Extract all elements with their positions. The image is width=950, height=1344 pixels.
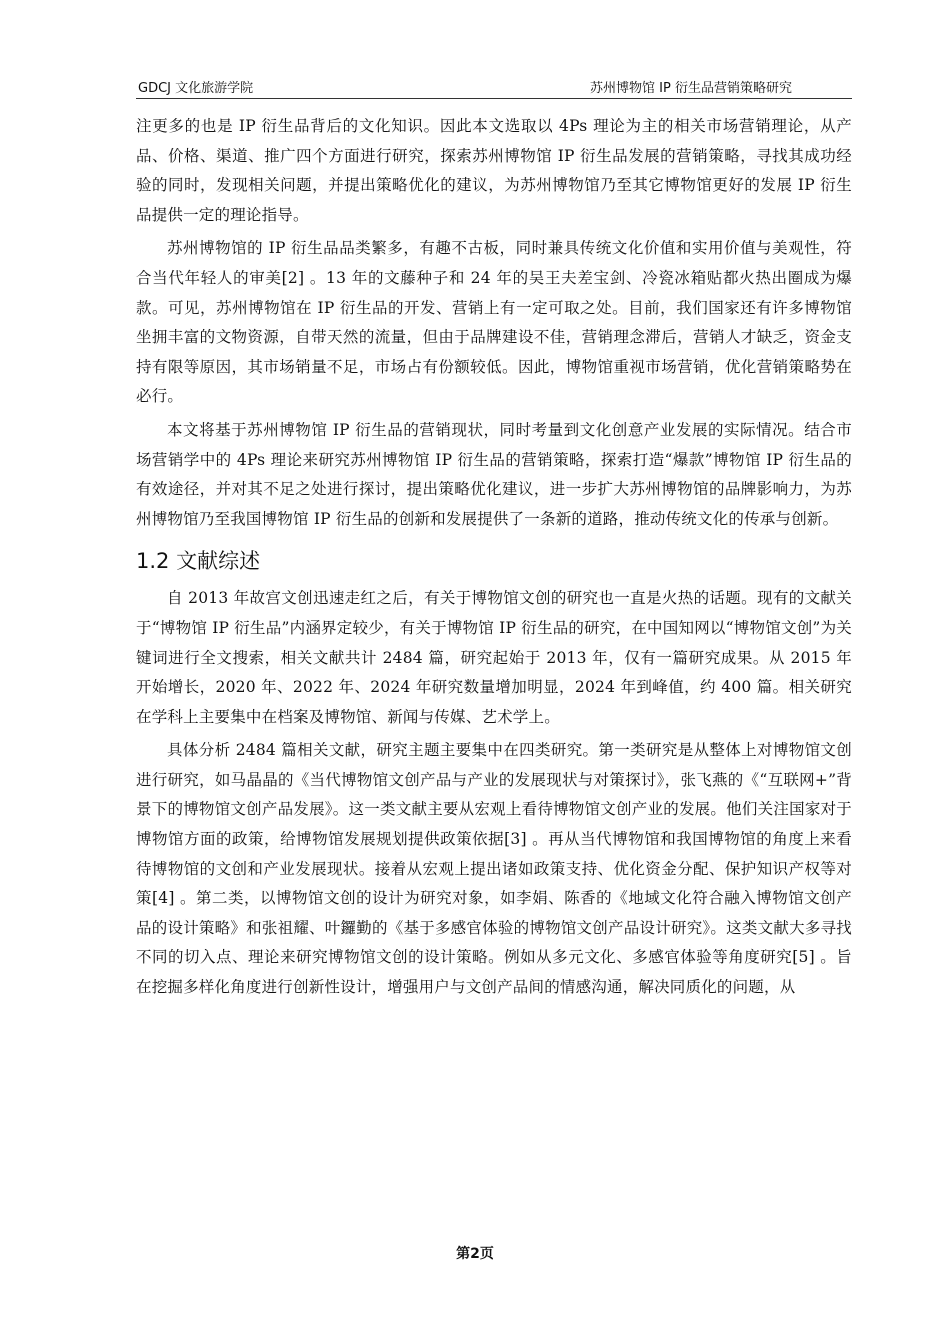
header-paper-title: 苏州博物馆 IP 衍生品营销策略研究 bbox=[590, 81, 792, 96]
page-number: 第2页 bbox=[456, 1246, 494, 1262]
paragraph: 苏州博物馆的 IP 衍生品品类繁多，有趣不古板，同时兼具传统文化价值和实用价值与美观性，符合当代年轻人的审美[2] 。13 年的文藤种子和 24 年的吴王夫差宝剑、冷瓷冰箱贴都火热出圈成为爆款。可见，苏州博物馆在 IP 衍生品的开发、营销上有一定可取之处。目前，我们国家还有许多博物馆坐拥丰富的文物资源，自带天然的流量，但由于品牌建设不佳，营销理念滞后，营销人才缺乏，资金支持有限等原因，其市场销量不足，市场占有份额较低。因此，博物馆重视市场营销，优化营销策略势在必行。 bbox=[136, 239, 852, 406]
paragraph: 自 2013 年故宫文创迅速走红之后，有关于博物馆文创的研究也一直是火热的话题。现有的文献关于“博物馆 IP 衍生品”内涵界定较少，有关于博物馆 IP 衍生品的研究，在中国知网以“博物馆文创”为关键词进行全文搜索，相关文献共计 2484 篇，研究起始于 2013 年，仅有一篇研究成果。从 2015 年开始增长，2020 年、2022 年、2024 年研究数量增加明显，2024 年到峰值，约 400 篇。相关研究在学科上主要集中在档案及博物馆、新闻与传媒、艺术学上。 bbox=[136, 589, 852, 726]
page-header bbox=[136, 74, 852, 99]
header-institution: GDCJ 文化旅游学院 bbox=[138, 81, 254, 96]
paragraph-continuation: 注更多的也是 IP 衍生品背后的文化知识。因此本文选取以 4Ps 理论为主的相关市场营销理论，从产品、价格、渠道、推广四个方面进行研究，探索苏州博物馆 IP 衍生品发展的营销策略，寻找其成功经验的同时，发现相关问题，并提出策略优化的建议，为苏州博物馆乃至其它博物馆更好的发展 IP 衍生品提供一定的理论指导。 bbox=[136, 117, 852, 224]
section-heading: 1.2 文献综述 bbox=[136, 549, 261, 574]
paragraph: 本文将基于苏州博物馆 IP 衍生品的营销现状，同时考量到文化创意产业发展的实际情况。结合市场营销学中的 4Ps 理论来研究苏州博物馆 IP 衍生品的营销策略，探索打造“爆款”博物馆 IP 衍生品的有效途径，并对其不足之处进行探讨，提出策略优化建议，进一步扩大苏州博物馆的品牌影响力，为苏州博物馆乃至我国博物馆 IP 衍生品的创新和发展提供了一条新的道路，推动传统文化的传承与创新。 bbox=[136, 420, 852, 528]
paragraph: 具体分析 2484 篇相关文献，研究主题主要集中在四类研究。第一类研究是从整体上对博物馆文创进行研究，如马晶晶的《当代博物馆文创产品与产业的发展现状与对策探讨》，张飞燕的《“互联网+”背景下的博物馆文创产品发展》。这一类文献主要从宏观上看待博物馆文创产业的发展。他们关注国家对于博物馆方面的政策，给博物馆发展规划提供政策依据[3] 。再从当代博物馆和我国博物馆的角度上来看待博物馆的文创和产业发展现状。接着从宏观上提出诸如政策支持、优化资金分配、保护知识产权等对策[4] 。第二类，以博物馆文创的设计为研究对象，如李娟、陈香的《地域文化符合融入博物馆文创产品的设计策略》和张祖耀、叶鑼勤的《基于多感官体验的博物馆文创产品设计研究》。这类文献大多寻找不同的切入点、理论来研究博物馆文创的设计策略。例如从多元文化、多感官体验等角度研究[5] 。旨在挖掘多样化角度进行创新性设计，增强用户与文创产品间的情感沟通，解决同质化的问题，从 bbox=[136, 741, 852, 997]
main-content bbox=[136, 112, 852, 1007]
